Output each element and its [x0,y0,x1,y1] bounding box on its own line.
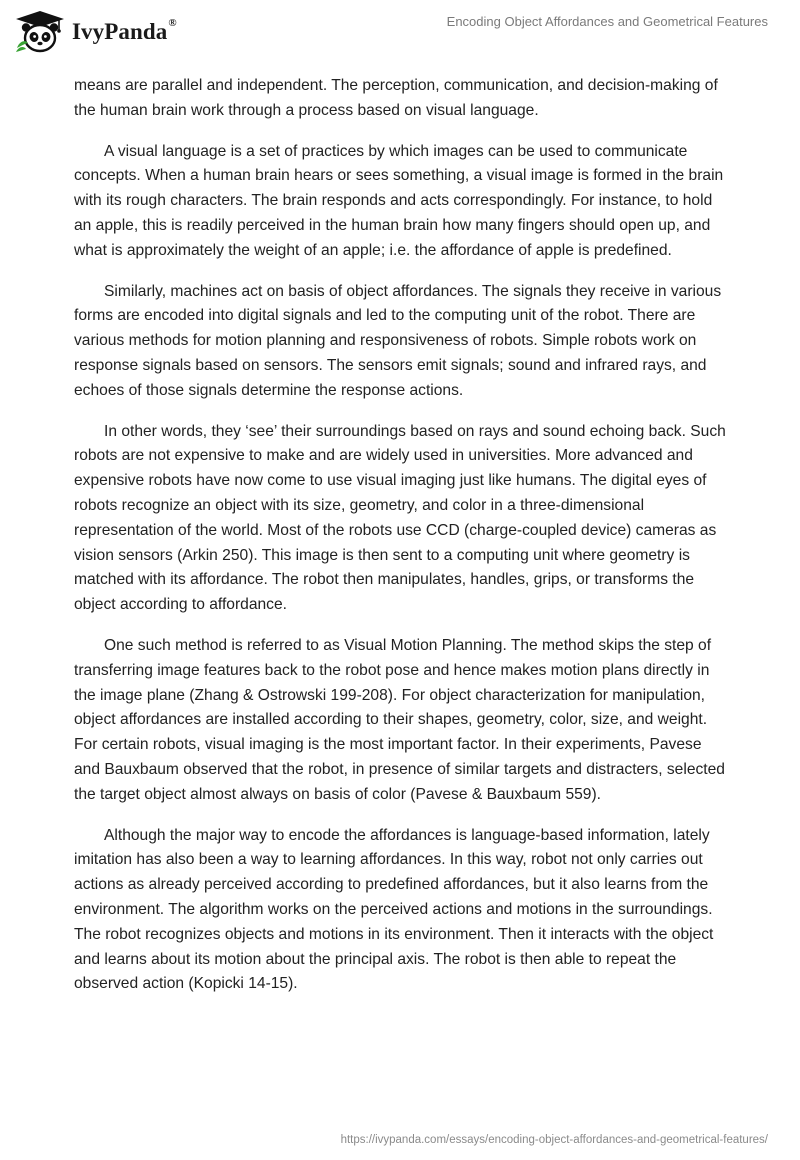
brand-name: IvyPanda® [72,17,177,44]
page-header [0,0,800,72]
paragraph-2: A visual language is a set of practices by which images can be used to communicate concepts. When a human brain hears or sees something, a visual image is formed in the brain with its rough characters. The brain responds and acts correspondingly. For instance, to hold an apple, this is readily perceived in the human brain how many fingers should open up, and what is approximately the weight of an apple; i.e. the affordance of apple is predefined. [74,142,724,259]
paragraph-3: Similarly, machines act on basis of object affordances. The signals they receive in various forms are encoded into digital signals and led to the computing unit of the robot. There are various methods for motion planning and responsiveness of robots. Simple robots work on response signals based on sensors. The sensors emit signals; sound and infrared rays, and echoes of those signals determine the response actions. [74,282,722,399]
essay-body [74,74,726,1013]
footer-url-link[interactable]: https://ivypanda.com/essays/encoding-object-affordances-and-geometrical-features/ [340,1134,768,1146]
paragraph-6: Although the major way to encode the affordances is language-based information, lately imitation has also been a way to learning affordances. In this way, robot not only carries out actions as already perceived according to predefined affordances, but it also learns from the environment. The algorithm works on the perceived actions and motions in the surroundings. The robot recognizes objects and motions in its environment. Then it interacts with the object and learns about its motion about the principal axis. The robot is then able to repeat the observed action (Kopicki 14-15). [74,826,714,993]
panda-graduation-cap-icon [14,10,66,54]
document-title: Encoding Object Affordances and Geometrical Features [446,14,768,29]
paragraph-5: One such method is referred to as Visual Motion Planning. The method skips the step of transferring image features back to the robot pose and hence makes motion plans directly in the image plane (Zhang & Ostrowski 199-208). For object characterization for manipulation, object affordances are installed according to their shapes, geometry, color, size, and weight. For certain robots, visual imaging is the most important factor. In their experiments, Pavese and Bauxbaum observed that the robot, in presence of similar targets and distracters, selected the target object almost always on basis of color (Pavese & Bauxbaum 559). [74,636,725,803]
paragraph-1: means are parallel and independent. The perception, communication, and decision-making of the human brain work through a process based on visual language. [74,77,718,119]
paragraph-4: In other words, they ‘see’ their surroundings based on rays and sound echoing back. Such robots are not expensive to make and are widely used in universities. More advanced and expensive robots have now come to use visual imaging just like humans. The digital eyes of robots recognize an object with its size, geometry, and color in a three-dimensional representation of the world. Most of the robots use CCD (charge-coupled device) cameras as vision sensors (Arkin 250). This image is then sent to a computing unit where geometry is matched with its affordance. The robot then manipulates, handles, grips, or transforms the object according to affordance. [74,422,726,614]
ivypanda-logo[interactable] [14,10,177,54]
